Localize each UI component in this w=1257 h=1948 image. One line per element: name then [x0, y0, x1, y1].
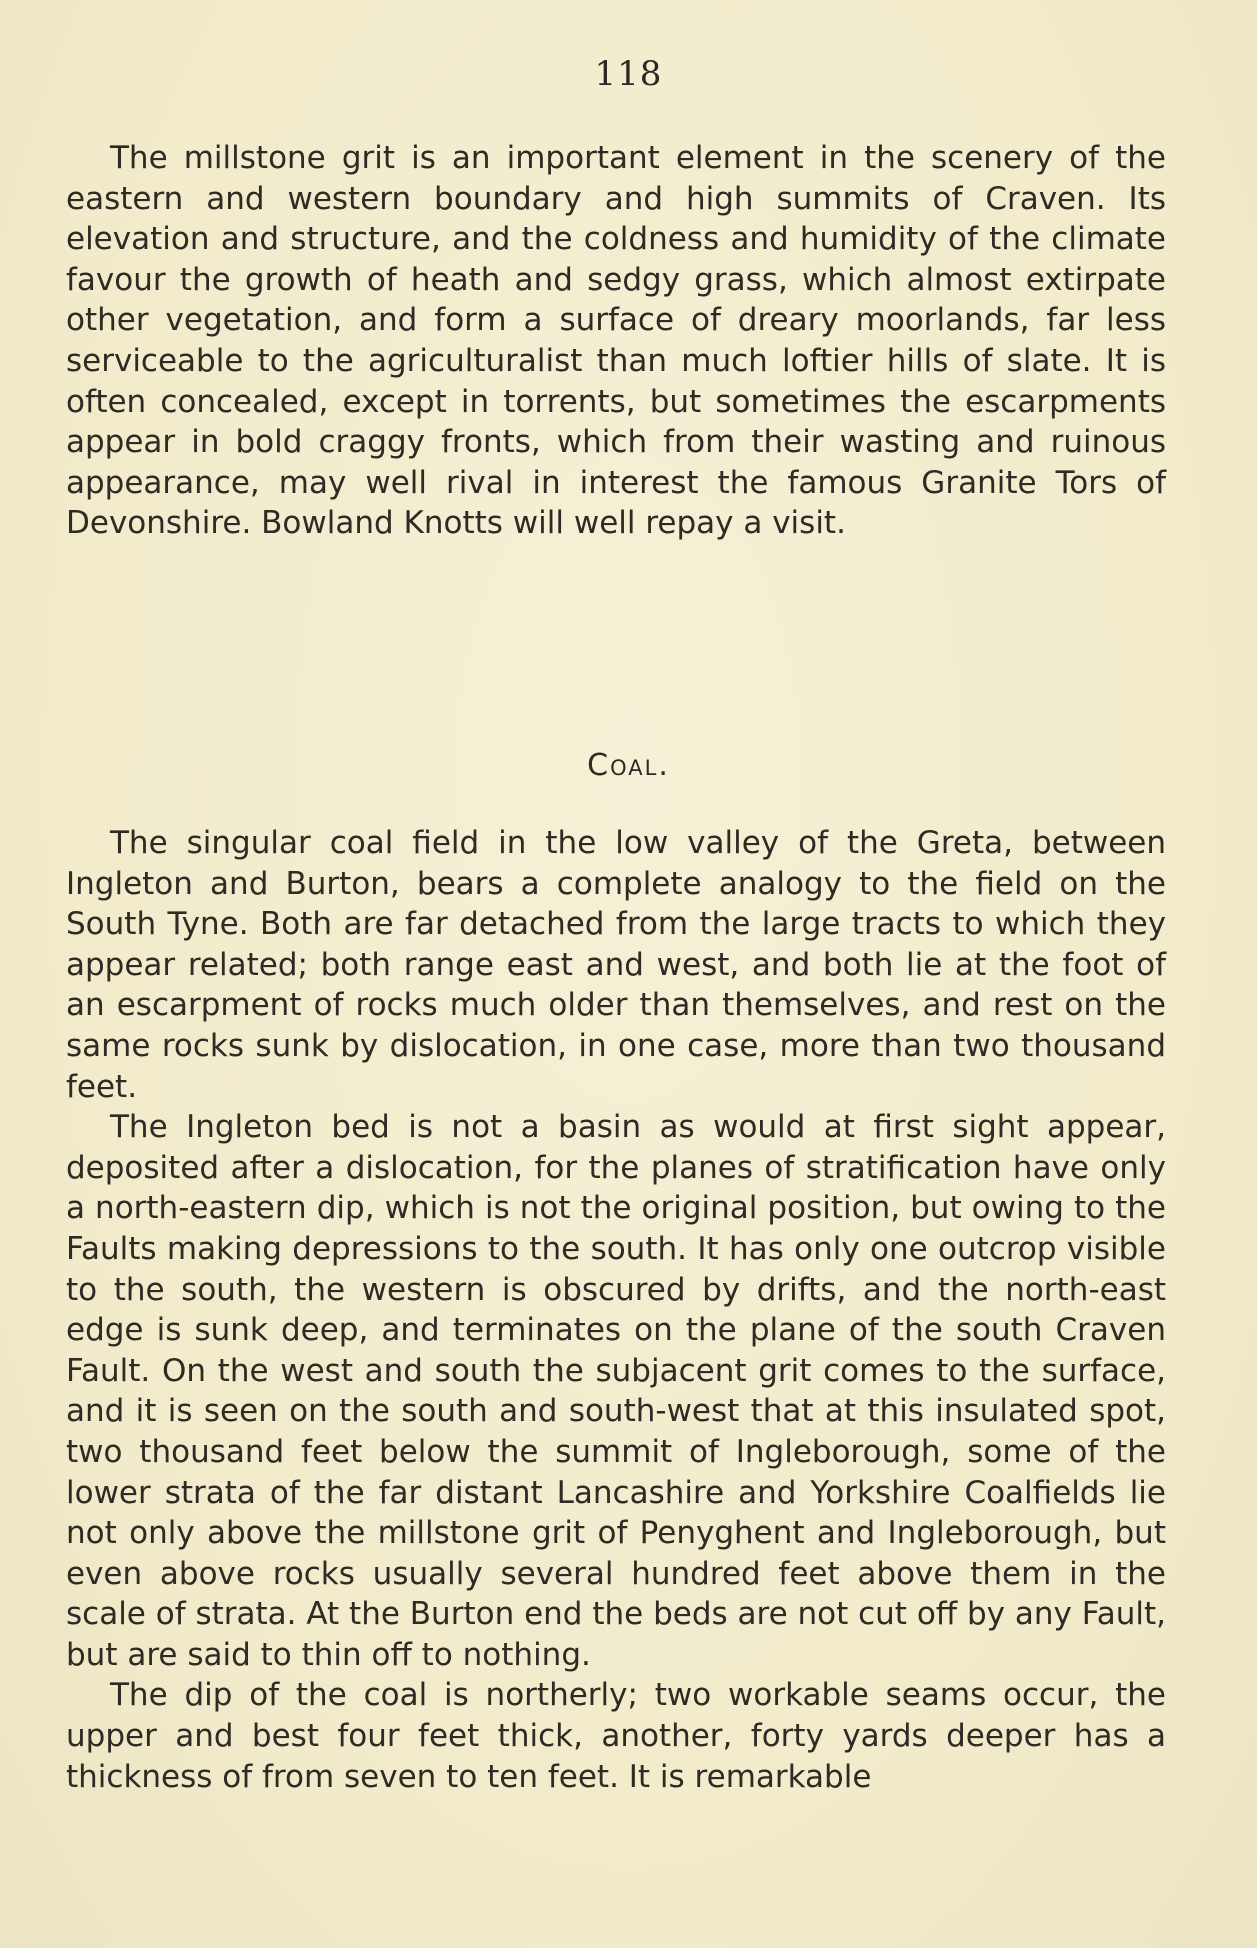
page-number: 118: [594, 54, 663, 94]
paragraph: The dip of the coal is northerly; two workable seams occur, the upper and best four feet thick, another, forty yards deeper has a thickness of from seven to ten feet. It is remarkable: [66, 1677, 1166, 1795]
section-heading-coal: Coal.: [587, 748, 670, 783]
paragraph: The millstone grit is an important element in the scenery of the eastern and western boundary and high summits of Craven. Its elevation and structure, and the coldness and humidity of the climate favour the growth of heath and sedgy grass, which almost extirpate other vegetation, and form a surface of dreary moorlands, far less serviceable to the agriculturalist than much loftier hills of slate. It is often concealed, except in torrents, but sometimes the escarpments appear in bold craggy fronts, which from their wasting and ruinous appearance, may well rival in interest the famous Granite Tors of Devonshire. Bowland Knotts will well repay a visit.: [66, 140, 1166, 542]
coal-section: [66, 823, 1166, 1797]
paragraph: The singular coal field in the low valley of the Greta, between Ingleton and Burton, bears a complete analogy to the field on the South Tyne. Both are far detached from the large tracts to which they appear related; both range east and west, and both lie at the foot of an escarpment of rocks much older than themselves, and rest on the same rocks sunk by dislocation, in one case, more than two thousand feet.: [66, 825, 1166, 1105]
paragraph: The Ingleton bed is not a basin as would at first sight appear, deposited after a dislocation, for the planes of stratification have only a north-eastern dip, which is not the original position, but owing to the Faults making depressions to the south. It has only one outcrop visible to the south, the western is obscured by drifts, and the north-east edge is sunk deep, and terminates on the plane of the south Craven Fault. On the west and south the subjacent grit comes to the surface, and it is seen on the south and south-west that at this insulated spot, two thousand feet below the summit of Ingleborough, some of the lower strata of the far distant Lancashire and Yorkshire Coalfields lie not only above the millstone grit of Penyghent and Ingleborough, but even above rocks usually several hundred feet above them in the scale of strata. At the Burton end the beds are not cut off by any Fault, but are said to thin off to nothing.: [66, 1109, 1166, 1673]
millstone-grit-section: [66, 138, 1166, 544]
